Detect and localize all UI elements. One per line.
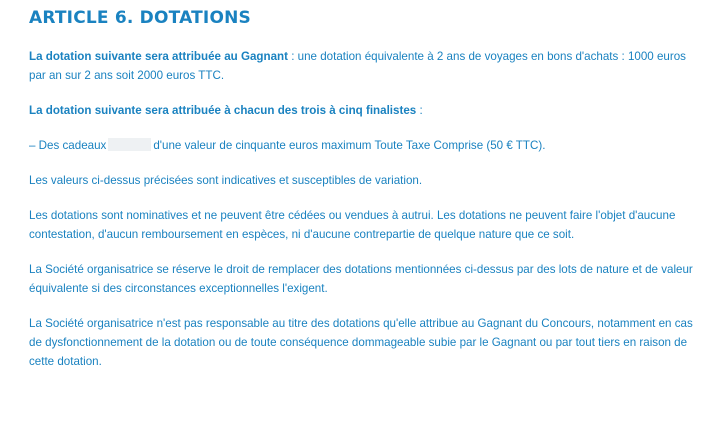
winner-prize-text: : une dotation équivalente à 2 ans de voyages en bons d'achats : 1000 euros par an sur 2 ans soit 2000 euros TTC. [29,50,686,82]
liability-paragraph: La Société organisatrice n'est pas responsable au titre des dotations qu'elle attribue au Gagnant du Concours, notamment en cas de dysfonctionnement de la dotation ou de toute conséquence dommageable subie par le Gagnant ou par tout tiers en raison de cette dotation. [29,317,693,368]
finalists-prize-lead: La dotation suivante sera attribuée à chacun des trois à cinq finalistes [29,104,417,117]
nominative-paragraph: Les dotations sont nominatives et ne peuvent être cédées ou vendues à autrui. Les dotations ne peuvent faire l'objet d'aucune contestation, d'aucun remboursement en espèces, ni d'aucune contrepartie de quelque nature que ce soit. [29,209,676,241]
finalists-prize-paragraph [29,101,693,120]
gifts-text-before: – Des cadeaux [29,139,107,152]
redacted-block [108,138,151,151]
replacement-paragraph: La Société organisatrice se réserve le droit de remplacer des dotations mentionnées ci-dessus par des lots de nature et de valeur équivalente si des circonstances exceptionnelles l'exigent. [29,263,693,295]
winner-prize-paragraph [29,47,693,85]
indicative-values-paragraph: Les valeurs ci-dessus précisées sont indicatives et susceptibles de variation. [29,174,423,187]
finalists-prize-text: : [416,104,423,117]
winner-prize-lead: La dotation suivante sera attribuée au Gagnant [29,50,288,63]
gifts-text-after: d'une valeur de cinquante euros maximum Toute Taxe Comprise (50 € TTC). [153,139,546,152]
gifts-paragraph [29,136,693,155]
article-title: ARTICLE 6. DOTATIONS [29,8,251,28]
